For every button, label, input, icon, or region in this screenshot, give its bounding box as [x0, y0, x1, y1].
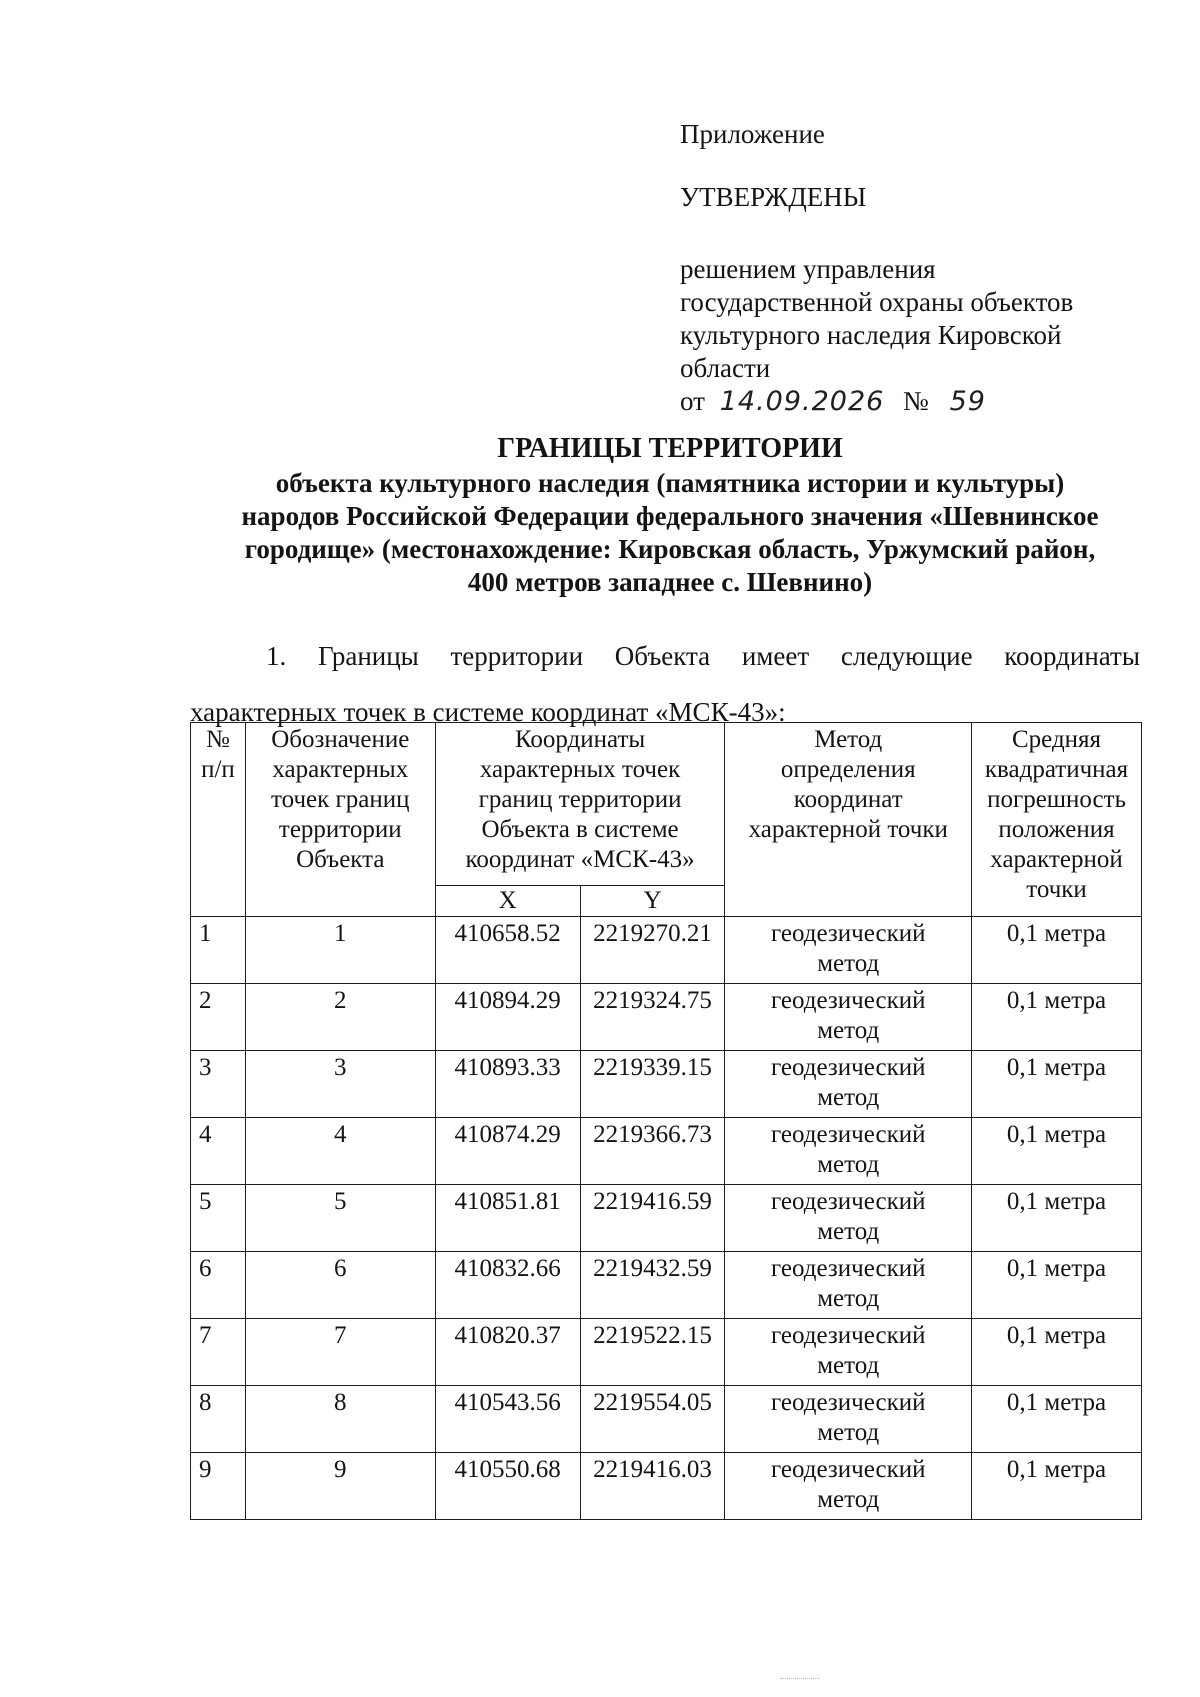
method-line: метод [817, 1218, 880, 1245]
handwritten-number: 59 [949, 386, 986, 417]
cell-error: 0,1 метра [972, 1051, 1142, 1118]
handwritten-date: 14.09.2026 [719, 386, 885, 417]
cell-mark: 9 [245, 1453, 435, 1520]
cell-x: 410894.29 [435, 984, 580, 1051]
cell-num: 1 [191, 917, 246, 984]
header-line: Метод [814, 726, 883, 753]
cell-mark: 4 [245, 1118, 435, 1185]
method-line: метод [817, 950, 880, 977]
header-line: погрешность [987, 786, 1126, 813]
cell-method [725, 1118, 972, 1185]
cell-num: 5 [191, 1185, 246, 1252]
approval-block [680, 118, 1120, 418]
table-row [191, 1185, 1142, 1252]
method-line: геодезический [771, 1255, 926, 1282]
cell-mark: 2 [245, 984, 435, 1051]
title-line: 400 метров западнее с. Шевнино) [467, 567, 873, 597]
table-row [191, 1252, 1142, 1319]
approved-by-line: государственной охраны объектов [680, 287, 1074, 317]
table-row [191, 984, 1142, 1051]
header-line: границ территории [478, 786, 682, 813]
document-title [190, 432, 1150, 599]
header-y: Y [580, 886, 725, 917]
header-line: положения [998, 816, 1115, 843]
method-line: геодезический [771, 1322, 926, 1349]
cell-x: 410874.29 [435, 1118, 580, 1185]
method-line: геодезический [771, 1456, 926, 1483]
cell-num: 2 [191, 984, 246, 1051]
method-line: геодезический [771, 987, 926, 1014]
cell-x: 410658.52 [435, 917, 580, 984]
header-coordinates [435, 723, 725, 886]
method-line: метод [817, 1084, 880, 1111]
method-line: геодезический [771, 1054, 926, 1081]
cell-x: 410543.56 [435, 1386, 580, 1453]
cell-method [725, 1252, 972, 1319]
cell-x: 410832.66 [435, 1252, 580, 1319]
header-line: Координаты [514, 726, 646, 753]
date-prefix: от [680, 386, 705, 416]
cell-method [725, 1051, 972, 1118]
coordinates-table [190, 722, 1142, 1520]
cell-error: 0,1 метра [972, 917, 1142, 984]
table-row [191, 1051, 1142, 1118]
cell-mark: 1 [245, 917, 435, 984]
method-line: геодезический [771, 1121, 926, 1148]
header-line: характерной точки [748, 816, 948, 843]
intro-line: 1. Границы территории Объекта имеет следующие координаты [266, 641, 1140, 671]
cell-y: 2219416.03 [580, 1453, 725, 1520]
cell-num: 8 [191, 1386, 246, 1453]
method-line: метод [817, 1017, 880, 1044]
header-line: точек границ [271, 786, 410, 813]
cell-y: 2219270.21 [580, 917, 725, 984]
header-line: п/п [201, 756, 235, 783]
header-line: характерных точек [479, 756, 681, 783]
cell-mark: 3 [245, 1051, 435, 1118]
method-line: геодезический [771, 1389, 926, 1416]
header-line: характерных [272, 756, 409, 783]
header-line: характерной [990, 846, 1123, 873]
approved-by-line: области [680, 353, 771, 383]
header-line: определения [780, 756, 916, 783]
header-line: Объекта в системе [481, 816, 679, 843]
header-line: Обозначение [271, 726, 410, 753]
cell-y: 2219366.73 [580, 1118, 725, 1185]
header-num [191, 723, 246, 917]
title-line: народов Российской Федерации федерального значения «Шевнинское [241, 501, 1099, 531]
cell-mark: 8 [245, 1386, 435, 1453]
header-error [972, 723, 1142, 917]
cell-error: 0,1 метра [972, 1185, 1142, 1252]
header-line: Объекта [296, 846, 385, 873]
cell-x: 410820.37 [435, 1319, 580, 1386]
header-line: координат «МСК-43» [465, 846, 695, 873]
table-row [191, 917, 1142, 984]
cell-num: 6 [191, 1252, 246, 1319]
table-row [191, 1319, 1142, 1386]
cell-num: 4 [191, 1118, 246, 1185]
header-line: координат [793, 786, 903, 813]
cell-error: 0,1 метра [972, 1386, 1142, 1453]
intro-line: характерных точек в системе координат «МСК-43»: [190, 697, 786, 727]
approved-by [680, 253, 1120, 385]
header-method [725, 723, 972, 917]
method-line: геодезический [771, 920, 926, 947]
cell-num: 3 [191, 1051, 246, 1118]
table-header-row [191, 723, 1142, 886]
cell-error: 0,1 метра [972, 1252, 1142, 1319]
cell-error: 0,1 метра [972, 1453, 1142, 1520]
cell-y: 2219416.59 [580, 1185, 725, 1252]
method-line: метод [817, 1419, 880, 1446]
cell-mark: 5 [245, 1185, 435, 1252]
title-main: ГРАНИЦЫ ТЕРРИТОРИИ [497, 433, 843, 464]
cell-x: 410893.33 [435, 1051, 580, 1118]
cell-mark: 6 [245, 1252, 435, 1319]
cell-num: 7 [191, 1319, 246, 1386]
cell-method [725, 1319, 972, 1386]
cell-x: 410851.81 [435, 1185, 580, 1252]
header-line: территории [278, 816, 402, 843]
appendix-label: Приложение [680, 119, 825, 149]
method-line: геодезический [771, 1188, 926, 1215]
method-line: метод [817, 1151, 880, 1178]
header-line: Средняя [1012, 726, 1102, 753]
cell-error: 0,1 метра [972, 984, 1142, 1051]
method-line: метод [817, 1285, 880, 1312]
header-line: точки [1026, 876, 1087, 903]
cell-method [725, 1185, 972, 1252]
header-designation [245, 723, 435, 917]
number-sign: № [903, 386, 929, 416]
table-row [191, 1386, 1142, 1453]
cell-method [725, 917, 972, 984]
cell-error: 0,1 метра [972, 1319, 1142, 1386]
cell-num: 9 [191, 1453, 246, 1520]
method-line: метод [817, 1352, 880, 1379]
approved-label: УТВЕРЖДЕНЫ [680, 182, 867, 212]
cell-error: 0,1 метра [972, 1118, 1142, 1185]
cell-y: 2219522.15 [580, 1319, 725, 1386]
cell-y: 2219324.75 [580, 984, 725, 1051]
cell-y: 2219432.59 [580, 1252, 725, 1319]
method-line: метод [817, 1486, 880, 1513]
table-row [191, 1453, 1142, 1520]
cell-y: 2219554.05 [580, 1386, 725, 1453]
table-row [191, 1118, 1142, 1185]
approved-by-line: решением управления [680, 254, 936, 284]
cell-mark: 7 [245, 1319, 435, 1386]
cell-method [725, 1386, 972, 1453]
cell-x: 410550.68 [435, 1453, 580, 1520]
cell-method [725, 1453, 972, 1520]
decision-date-line [680, 385, 1120, 418]
title-line: объекта культурного наследия (памятника истории и культуры) [275, 468, 1065, 498]
cell-method [725, 984, 972, 1051]
header-x: X [435, 886, 580, 917]
approved-by-line: культурного наследия Кировской [680, 320, 1062, 350]
page-mark [780, 1678, 820, 1681]
header-line: № [206, 726, 230, 753]
title-line: городище» (местонахождение: Кировская область, Уржумский район, [244, 534, 1096, 564]
cell-y: 2219339.15 [580, 1051, 725, 1118]
header-line: квадратичная [984, 756, 1129, 783]
